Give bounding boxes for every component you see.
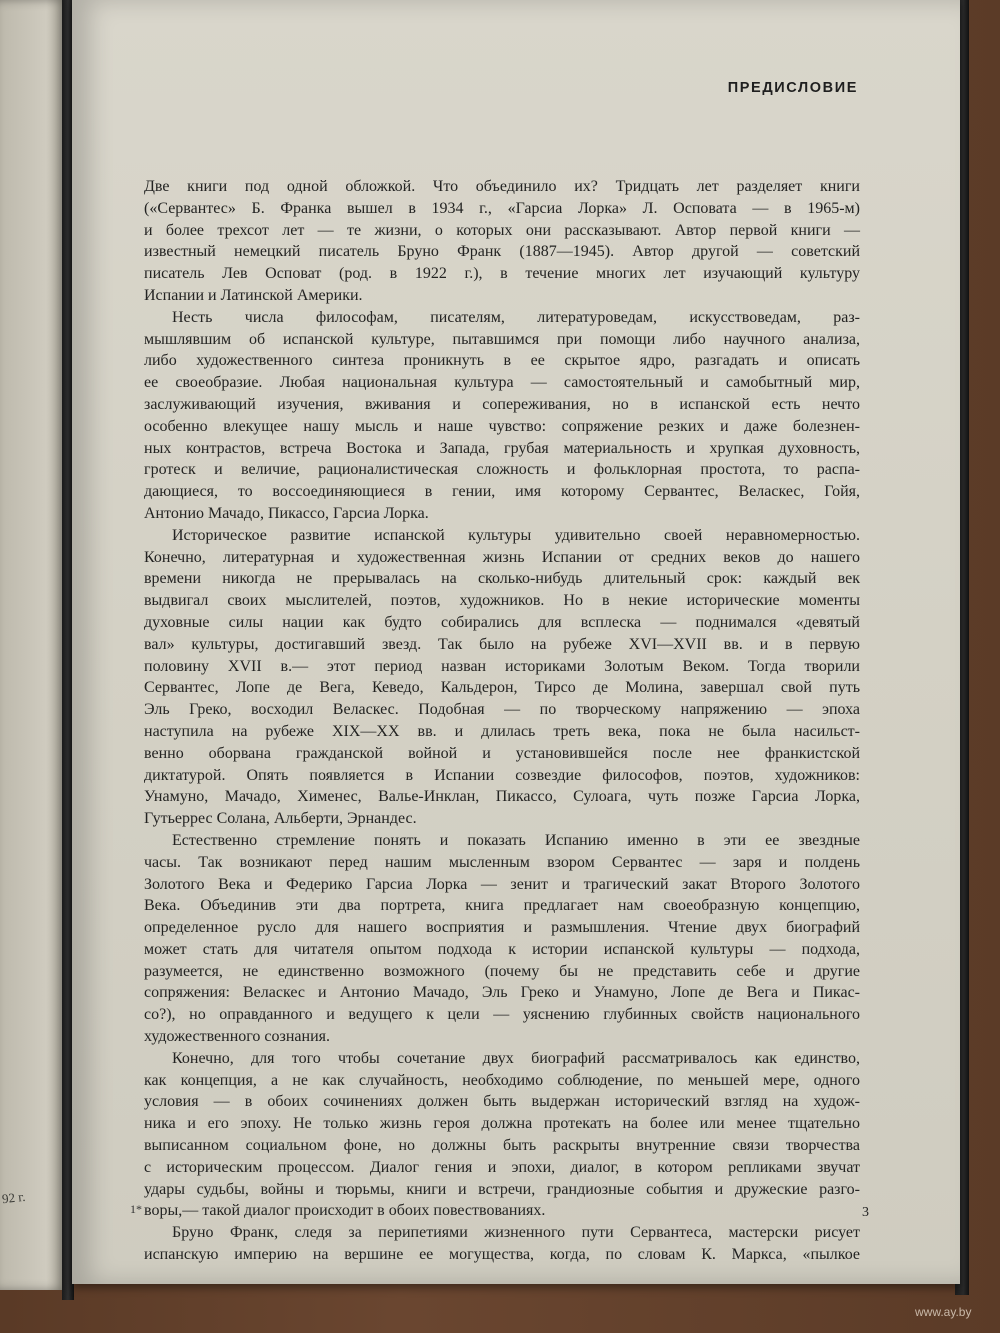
text-line: Естественно стремление понять и показать Испанию именно в эти ее звездные [172, 831, 860, 849]
text-line: выписанном социальном фоне, но должны быть раскрыты внутренние связи творчества [144, 1137, 860, 1155]
text-line: и более трехсот лет — те жизни, о которых они рассказывают. Автор первой книги — [144, 221, 860, 239]
paragraph [144, 307, 860, 525]
text-line: гротеск и величие, рационалистическая сложность и фольклорная простота, то распа- [144, 461, 860, 479]
text-line: определенное русло для нашего восприятия и размышления. Чтение двух биографий [144, 919, 860, 937]
text-line: мышлявшим об испанской культуре, пытавшимся при помощи либо научного анализа, [144, 330, 860, 348]
text-line: может стать для читателя опытом подхода к истории испанской культуры — подхода, [144, 940, 860, 958]
text-line: («Сервантес» Б. Франка вышел в 1934 г., «Гарсиа Лорка» Л. Осповата — в 1965-м) [144, 199, 860, 217]
text-line: удары судьбы, войны и тюрьмы, книги и встречи, грандиозные события и дружеские разго- [144, 1180, 860, 1198]
paragraph [144, 830, 860, 1048]
text-line: Несть числа философам, писателям, литературоведам, искусствоведам, раз- [172, 308, 860, 326]
body-text [144, 176, 860, 1266]
text-line: половину XVII в.— этот период назван историками Золотым Веком. Тогда творили [144, 657, 860, 675]
text-line: Историческое развитие испанской культуры удивительно своей неравномерностью. [172, 526, 860, 544]
text-line: духовные силы нации как будто собирались для всплеска — поднимался «девятый [144, 613, 860, 631]
text-line: как концепция, а не как случайность, необходимо соблюдение, по меньшей мере, одного [144, 1071, 860, 1089]
text-line: испанскую империю на вершине ее могущества, когда, по словам К. Маркса, «пылкое [144, 1246, 860, 1264]
text-line: венно оборвана гражданской войной и установившейся после нее франкистской [144, 744, 860, 762]
text-line: ника и его эпоху. Не только жизнь героя должна протекать на более или менее тщательно [144, 1115, 860, 1133]
text-line: с историческим процессом. Диалог гения и эпохи, диалог, в котором репликами звучат [144, 1158, 860, 1176]
text-line: Золотого Века и Федерико Гарсиа Лорка — зенит и трагический закат Второго Золотого [144, 875, 860, 893]
text-line: сопряжения: Веласкес и Антонио Мачадо, Эль Греко и Унамуно, Лопе де Вега и Пикас- [144, 984, 860, 1002]
text-line: писатель Лев Осповат (род. в 1922 г.), в течение многих лет изучающий культуру [144, 265, 860, 283]
left-facing-page [0, 0, 66, 1290]
text-line: Испании и Латинской Америки. [144, 286, 363, 304]
text-line: Сервантес, Лопе де Вега, Кеведо, Кальдерон, Тирсо де Молина, завершал свой путь [144, 679, 860, 697]
text-line: вал» культуры, достигавший звезд. Так было на рубеже XVI—XVII вв. и в первую [144, 635, 860, 653]
page-title: ПРЕДИСЛОВИЕ [727, 80, 858, 96]
text-line: времени никогда не прерывалась на сколько-нибудь длительный срок: каждый век [144, 570, 860, 588]
signature-mark: 1* [130, 1202, 142, 1216]
text-line: заслуживающий изучения, вживания и сопереживания, но в испанской есть нечто [144, 395, 860, 413]
text-line: Века. Объединив эти два портрета, книга предлагает нам своеобразную концепцию, [144, 897, 860, 915]
watermark: www.ay.by [915, 1305, 972, 1319]
text-line: ных контрастов, встреча Востока и Запада, грубая материальность и хрупкая духовность, [144, 439, 860, 457]
left-page-fragment: 92 г. [1, 1188, 27, 1207]
text-line: особенно влекущее нашу мысль и наше чувство: сопряжение резких и даже болезнен- [144, 417, 860, 435]
text-line: художественного сознания. [144, 1028, 330, 1046]
text-line: выдвигал своих мыслителей, поэтов, художников. Но в некие исторические моменты [144, 592, 860, 610]
text-line: Унамуно, Мачадо, Хименес, Валье-Инклан, Пикассо, Сулоага, чуть позже Гарсиа Лорка, [144, 788, 860, 806]
book-page [72, 0, 960, 1284]
text-line: Конечно, литературная и художественная жизнь Испании от средних веков до нашего [144, 548, 860, 566]
text-line: Антонио Мачадо, Пикассо, Гарсиа Лорка. [144, 504, 429, 522]
paragraph [144, 176, 860, 307]
text-line: разумеется, не единственно возможного (почему бы не представить себе и другие [144, 962, 860, 980]
text-line: воры,— такой диалог происходит в обоих повествованиях. [144, 1202, 546, 1220]
text-line: ее своеобразие. Любая национальная культура — самостоятельный и самобытный мир, [144, 374, 860, 392]
page-number: 3 [862, 1205, 869, 1220]
text-line: наступила на рубеже XIX—XX вв. и длилась треть века, пока не была насильст- [144, 722, 860, 740]
text-line: со?), но оправданного и ведущего к цели — уяснению глубинных свойств национального [144, 1006, 860, 1024]
text-line: Гутьеррес Солана, Альберти, Эрнандес. [144, 810, 417, 828]
text-line: диктатурой. Опять появляется в Испании созвездие философов, поэтов, художников: [144, 766, 860, 784]
text-line: условия — в обоих сочинениях должен быть выдержан исторический взгляд на худож- [144, 1093, 860, 1111]
text-line: либо художественного синтеза проникнуть в ее скрытое ядро, разгадать и описать [144, 352, 860, 370]
paragraph [144, 1222, 860, 1266]
text-line: Две книги под одной обложкой. Что объединило их? Тридцать лет разделяет книги [144, 178, 860, 195]
text-line: известный немецкий писатель Бруно Франк (1887—1945). Автор другой — советский [144, 243, 860, 261]
paragraph [144, 525, 860, 830]
text-line: часы. Так возникают перед нашим мысленным взором Сервантес — заря и полдень [144, 853, 860, 871]
text-line: дающиеся, то воссоединяющиеся в гении, имя которому Сервантес, Веласкес, Гойя, [144, 483, 860, 501]
text-line: Бруно Франк, следя за перипетиями жизненного пути Сервантеса, мастерски рисует [172, 1224, 860, 1242]
text-line: Эль Греко, восходил Веласкес. Подобная — по творческому напряжению — эпоха [144, 701, 860, 719]
paragraph [144, 1048, 860, 1222]
text-line: Конечно, для того чтобы сочетание двух биографий рассматривалось как единство, [172, 1049, 860, 1067]
